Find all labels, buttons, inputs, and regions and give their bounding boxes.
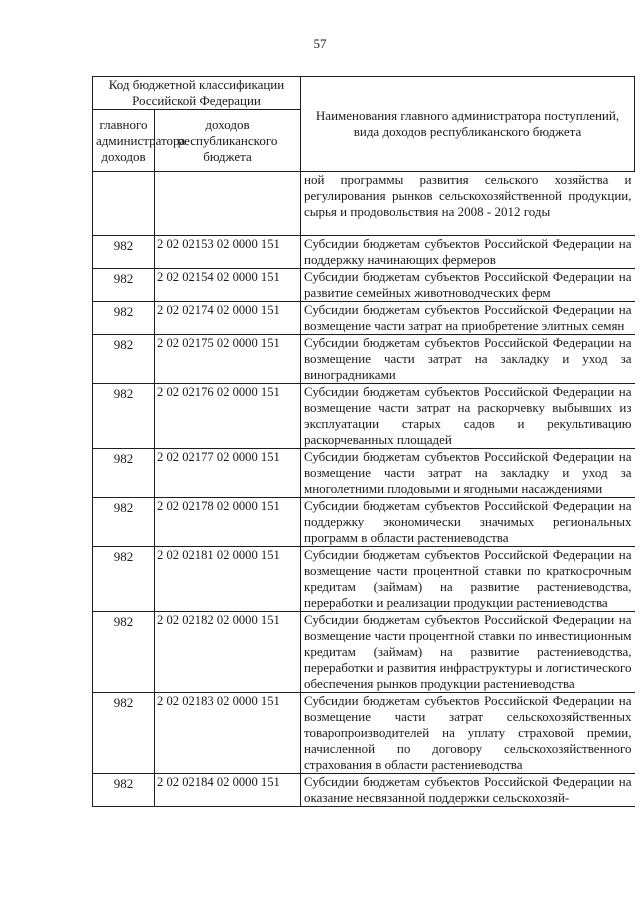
continuation-admin-cell [93, 172, 155, 236]
classification-header: Код бюджетной классификации Российской Федерации [93, 77, 301, 110]
table-row [93, 498, 635, 547]
admin-code-cell: 982 [93, 302, 155, 335]
table-row [93, 547, 635, 612]
table-row [93, 302, 635, 335]
income-name-cell: Субсидии бюджетам субъектов Российской Федерации на возмещение части процентной ставки по инвестиционным кредитам (займам) на развитие растениеводства, переработки и развития инфраструктуры и логистического обеспечения рынков продукции растениеводства [301, 612, 635, 693]
income-name-cell: Субсидии бюджетам субъектов Российской Федерации на возмещение части затрат на приобретение элитных семян [301, 302, 635, 335]
table-row [93, 449, 635, 498]
table-row [93, 384, 635, 449]
income-code-cell: 2 02 02177 02 0000 151 [155, 449, 301, 498]
income-code-cell: 2 02 02184 02 0000 151 [155, 774, 301, 807]
table-row [93, 612, 635, 693]
page-number: 57 [313, 36, 327, 51]
table-row [93, 693, 635, 774]
income-name-cell: Субсидии бюджетам субъектов Российской Федерации на оказание несвязанной поддержки сельскохозяй- [301, 774, 635, 807]
income-code-cell: 2 02 02178 02 0000 151 [155, 498, 301, 547]
admin-code-cell: 982 [93, 449, 155, 498]
income-code-cell: 2 02 02182 02 0000 151 [155, 612, 301, 693]
table-row [93, 774, 635, 807]
admin-code-cell: 982 [93, 547, 155, 612]
admin-code-cell: 982 [93, 774, 155, 807]
admin-code-cell: 982 [93, 498, 155, 547]
table-row [93, 236, 635, 269]
income-code-cell: 2 02 02153 02 0000 151 [155, 236, 301, 269]
table-body [93, 236, 635, 807]
admin-code-cell: 982 [93, 269, 155, 302]
continuation-code-cell [155, 172, 301, 236]
income-name-cell: Субсидии бюджетам субъектов Российской Федерации на возмещение части затрат на закладку и уход за многолетними плодовыми и ягодными насаждениями [301, 449, 635, 498]
income-name-cell: Субсидии бюджетам субъектов Российской Федерации на поддержку экономически значимых региональных программ в области растениеводства [301, 498, 635, 547]
income-code-cell: 2 02 02176 02 0000 151 [155, 384, 301, 449]
income-name-cell: Субсидии бюджетам субъектов Российской Федерации на развитие семейных животноводческих ферм [301, 269, 635, 302]
income-column-header: доходов республиканского бюджета [155, 110, 301, 172]
income-name-cell: Субсидии бюджетам субъектов Российской Федерации на возмещение части затрат на раскорчевку выбывших из эксплуатации старых садов и рекультивацию раскорчеванных площадей [301, 384, 635, 449]
admin-code-cell: 982 [93, 236, 155, 269]
continuation-text: ной программы развития сельского хозяйства и регулирования рынков сельскохозяйственной продукции, сырья и продовольствия на 2008 - 2012 годы [301, 172, 635, 236]
income-code-cell: 2 02 02175 02 0000 151 [155, 335, 301, 384]
income-code-cell: 2 02 02174 02 0000 151 [155, 302, 301, 335]
income-name-cell: Субсидии бюджетам субъектов Российской Федерации на возмещение части процентной ставки по краткосрочным кредитам (займам) на развитие растениеводства, переработки и реализации продукции растениеводства [301, 547, 635, 612]
income-code-cell: 2 02 02181 02 0000 151 [155, 547, 301, 612]
income-name-cell: Субсидии бюджетам субъектов Российской Федерации на возмещение части затрат на закладку и уход за виноградниками [301, 335, 635, 384]
income-code-cell: 2 02 02154 02 0000 151 [155, 269, 301, 302]
admin-code-cell: 982 [93, 693, 155, 774]
income-name-cell: Субсидии бюджетам субъектов Российской Федерации на поддержку начинающих фермеров [301, 236, 635, 269]
income-code-cell: 2 02 02183 02 0000 151 [155, 693, 301, 774]
admin-column-header: главного администратора доходов [93, 110, 155, 172]
admin-code-cell: 982 [93, 335, 155, 384]
admin-code-cell: 982 [93, 612, 155, 693]
continuation-row [93, 172, 635, 236]
admin-code-cell: 982 [93, 384, 155, 449]
table-row [93, 335, 635, 384]
table-row [93, 269, 635, 302]
budget-classification-table [92, 76, 635, 807]
income-name-cell: Субсидии бюджетам субъектов Российской Федерации на возмещение части затрат сельскохозяйственных товаропроизводителей на уплату страховой премии, начисленной по договору сельскохозяйственного страхования в области растениеводства [301, 693, 635, 774]
name-column-header: Наименования главного администратора поступлений, вида доходов республиканского бюджета [301, 77, 635, 172]
